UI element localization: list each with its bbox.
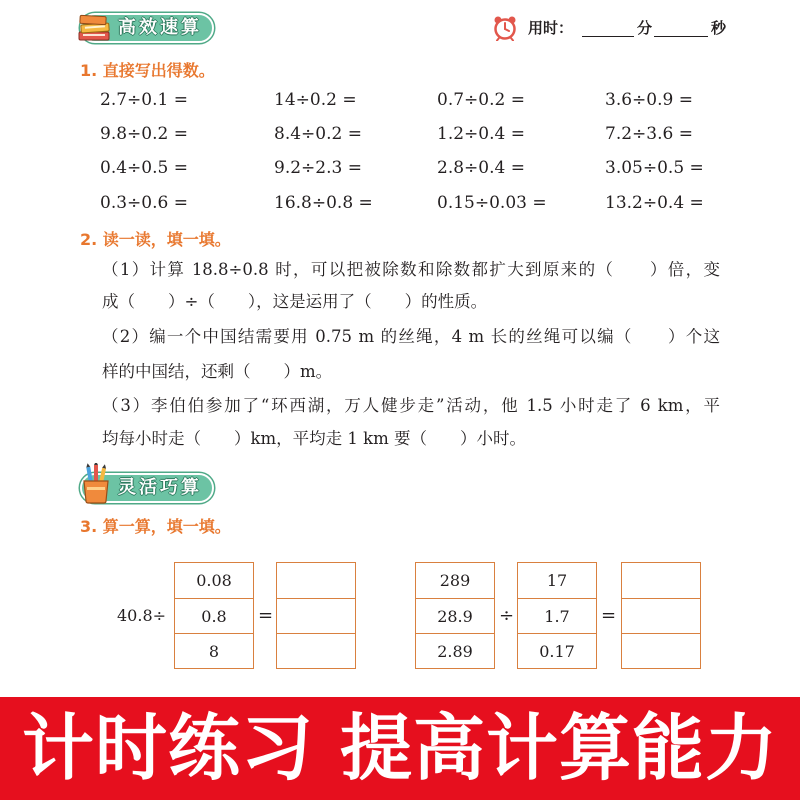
seconds-blank[interactable]: [654, 36, 708, 37]
section2-title: 2. 读一读，填一填。: [80, 230, 231, 249]
minutes-blank[interactable]: [582, 36, 634, 37]
banner-label: 高效速算: [118, 17, 202, 38]
answer-box[interactable]: [622, 598, 700, 633]
second-unit: 秒: [711, 19, 727, 37]
minute-unit: 分: [637, 19, 653, 37]
problem-2-line-2: 样的中国结，还剩（ ）m。: [102, 362, 333, 381]
value-cell: 2.89: [416, 633, 494, 668]
calc-item: 14÷0.2 =: [274, 90, 357, 110]
calc-item: 0.7÷0.2 =: [437, 90, 525, 110]
problem-2-line-1: （2）编一个中国结需要用 0.75 m 的丝绳，4 m 长的丝绳可以编（ ）个这: [102, 327, 720, 346]
value-cell: 1.7: [518, 598, 596, 633]
value-cell: 8: [175, 633, 253, 668]
calc-item: 8.4÷0.2 =: [274, 124, 362, 144]
calc-item: 9.2÷2.3 =: [274, 158, 362, 178]
divide-sign: ÷: [499, 605, 515, 626]
timer-label: 用时：: [528, 19, 574, 37]
calc-item: 0.3÷0.6 =: [100, 193, 188, 213]
divisor-column-1: [174, 562, 254, 669]
value-cell: 28.9: [416, 598, 494, 633]
pencil-cup-icon: [78, 463, 114, 505]
answer-box[interactable]: [622, 563, 700, 598]
calc-item: 3.6÷0.9 =: [605, 90, 693, 110]
value-cell: 0.8: [175, 598, 253, 633]
equals-sign: =: [601, 605, 617, 626]
calc-item: 2.7÷0.1 =: [100, 90, 188, 110]
problem-1-line-2: 成（ ）÷（ ），这是运用了（ ）的性质。: [102, 292, 488, 311]
equals-sign: =: [258, 605, 274, 626]
problem-3-line-1: （3）李伯伯参加了“环西湖，万人健步走”活动，他 1.5 小时走了 6 km，平: [102, 396, 720, 415]
calc-item: 13.2÷0.4 =: [605, 193, 704, 213]
books-icon: [76, 8, 114, 44]
dividend-prefix: 40.8÷: [117, 606, 167, 625]
section1-title: 1. 直接写出得数。: [80, 61, 215, 80]
calc-item: 0.4÷0.5 =: [100, 158, 188, 178]
calc-item: 3.05÷0.5 =: [605, 158, 704, 178]
calc-item: 1.2÷0.4 =: [437, 124, 525, 144]
value-cell: 0.08: [196, 571, 232, 590]
alarm-clock-icon: [493, 15, 517, 41]
value-cell: 0.17: [518, 633, 596, 668]
promo-footer: [0, 697, 800, 800]
banner2-label: 灵活巧算: [118, 477, 202, 498]
answer-column-1: [276, 562, 356, 669]
problem-3-line-2: 均每小时走（ ）km，平均走 1 km 要（ ）小时。: [102, 429, 527, 448]
calc-item: 16.8÷0.8 =: [274, 193, 373, 213]
divisor-column-2: [517, 562, 597, 669]
answer-column-2: [621, 562, 701, 669]
section3-title: 3. 算一算，填一填。: [80, 517, 231, 536]
calc-item: 0.15÷0.03 =: [437, 193, 547, 213]
value-cell: 17: [546, 571, 568, 590]
footer-slogan: 计时练习 提高计算能力: [21, 706, 779, 790]
value-cell: 289: [439, 571, 471, 590]
answer-box[interactable]: [277, 563, 355, 598]
dividend-column-2: [415, 562, 495, 669]
calc-item: 2.8÷0.4 =: [437, 158, 525, 178]
calc-item: 9.8÷0.2 =: [100, 124, 188, 144]
answer-box[interactable]: [277, 633, 355, 668]
answer-box[interactable]: [622, 633, 700, 668]
problem-1-line-1: （1）计算 18.8÷0.8 时，可以把被除数和除数都扩大到原来的（ ）倍，变: [102, 260, 720, 279]
answer-box[interactable]: [277, 598, 355, 633]
calc-item: 7.2÷3.6 =: [605, 124, 693, 144]
